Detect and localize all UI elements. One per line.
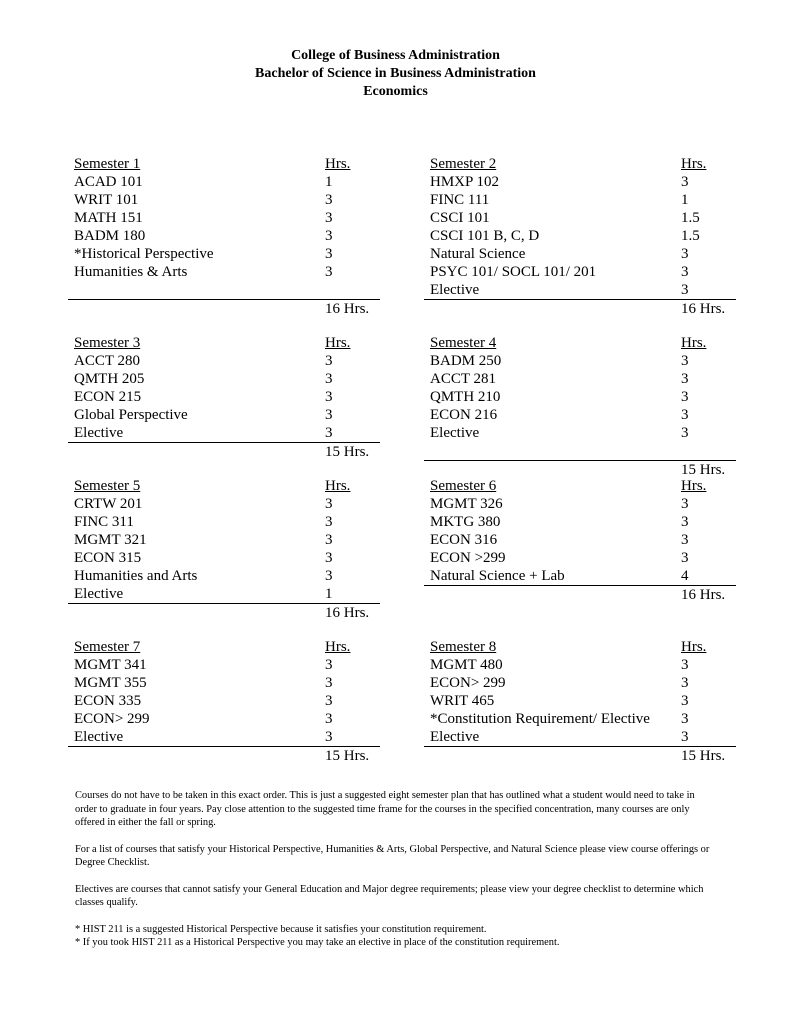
course-row: [424, 549, 736, 567]
course-row: [68, 191, 380, 209]
course-row: [68, 352, 380, 370]
note-order: Courses do not have to be taken in this exact order. This is just a suggested eight semester plan that has outlined what a student would need to take in order to graduate in four years. Pay close attention to the suggested time frame for the courses in the specified concentration, many courses are only offered in either the fall or spring.: [75, 790, 695, 828]
course-row: [68, 567, 380, 585]
course-row: [424, 191, 736, 209]
course-name: Humanities and Arts: [74, 568, 198, 584]
course-hours: 3: [325, 675, 333, 691]
course-name: FINC 111: [430, 192, 490, 208]
course-hours: 3: [681, 425, 689, 441]
course-name: *Constitution Requirement/ Elective: [430, 711, 650, 727]
semester-total-hours: 15 Hrs.: [325, 444, 370, 460]
course-name: ECON 216: [430, 407, 498, 423]
course-hours: 3: [325, 407, 333, 423]
course-hours: 3: [681, 371, 689, 387]
hours-column-label: Hrs.: [681, 156, 707, 172]
course-row: [424, 674, 736, 692]
course-hours: 1.5: [681, 210, 700, 226]
course-name: WRIT 465: [430, 693, 495, 709]
course-row: [68, 710, 380, 728]
course-name: Elective: [74, 425, 124, 441]
semester-title: Semester 8: [430, 639, 497, 655]
semester-title: Semester 5: [74, 478, 141, 494]
course-hours: 3: [325, 246, 333, 262]
empty-row: [68, 281, 380, 299]
course-name: MGMT 341: [74, 657, 147, 673]
semester-total-hours: 15 Hrs.: [681, 748, 726, 764]
course-row: [424, 388, 736, 406]
semester-3-block: [68, 334, 380, 461]
note-electives: Electives are courses that cannot satisfy your General Education and Major degree requirements; please view your degree checklist to determine which classes qualify.: [75, 883, 704, 908]
semester-total-hours: 16 Hrs.: [681, 587, 726, 603]
course-row: [424, 370, 736, 388]
course-name: MGMT 480: [430, 657, 503, 673]
course-row: [68, 513, 380, 531]
course-row: [68, 728, 380, 746]
course-name: MGMT 321: [74, 532, 147, 548]
semester-1-block: [68, 155, 380, 318]
semester-total-hours: 15 Hrs.: [681, 462, 726, 478]
course-name: QMTH 205: [74, 371, 145, 387]
course-name: MGMT 326: [430, 496, 503, 512]
course-name: QMTH 210: [430, 389, 501, 405]
course-hours: 3: [681, 353, 689, 369]
course-row: [424, 245, 736, 263]
semester-total: [424, 586, 736, 604]
course-row: [424, 495, 736, 513]
course-name: MGMT 355: [74, 675, 147, 691]
semester-6-block: [424, 477, 736, 604]
course-name: BADM 250: [430, 353, 502, 369]
course-name: Elective: [430, 729, 480, 745]
course-hours: 3: [325, 693, 333, 709]
semester-5-block: [68, 477, 380, 622]
notes-section: [75, 789, 715, 950]
course-hours: 3: [681, 264, 689, 280]
course-hours: 3: [325, 514, 333, 530]
course-row: [68, 585, 380, 603]
course-row: [424, 406, 736, 424]
course-name: FINC 311: [74, 514, 134, 530]
semester-total-hours: 15 Hrs.: [325, 748, 370, 764]
empty-row: [424, 442, 736, 460]
course-name: Natural Science + Lab: [430, 568, 565, 584]
course-row: [68, 227, 380, 245]
course-name: MATH 151: [74, 210, 143, 226]
course-hours: 3: [325, 550, 333, 566]
semester-total: [424, 747, 736, 765]
course-row: [68, 370, 380, 388]
semester-total-hours: 16 Hrs.: [325, 605, 370, 621]
course-row: [68, 406, 380, 424]
course-row: [424, 227, 736, 245]
semester-title: Semester 3: [74, 335, 141, 351]
course-hours: 3: [325, 371, 333, 387]
course-name: ACCT 280: [74, 353, 140, 369]
course-hours: 3: [681, 514, 689, 530]
course-name: ECON >299: [430, 550, 506, 566]
degree-name: Bachelor of Science in Business Administration: [255, 66, 536, 81]
course-name: WRIT 101: [74, 192, 139, 208]
semester-header: [424, 477, 736, 495]
semester-2-block: [424, 155, 736, 318]
course-hours: 3: [681, 496, 689, 512]
course-name: PSYC 101/ SOCL 101/ 201: [430, 264, 597, 280]
page-header: [0, 47, 791, 101]
course-hours: 3: [325, 729, 333, 745]
course-name: *Historical Perspective: [74, 246, 214, 262]
course-hours: 3: [681, 407, 689, 423]
hours-column-label: Hrs.: [325, 639, 351, 655]
course-hours: 3: [681, 675, 689, 691]
course-row: [424, 173, 736, 191]
course-row: [68, 173, 380, 191]
course-hours: 3: [681, 729, 689, 745]
semester-header: [424, 638, 736, 656]
semester-total: [68, 443, 380, 461]
course-hours: 4: [681, 568, 689, 584]
major-name: Economics: [363, 84, 428, 99]
course-name: BADM 180: [74, 228, 146, 244]
course-hours: 1: [325, 174, 333, 190]
hours-column-label: Hrs.: [681, 335, 707, 351]
course-row: [68, 674, 380, 692]
semester-4-block: [424, 334, 736, 479]
course-row: [68, 549, 380, 567]
course-hours: 3: [681, 693, 689, 709]
course-name: MKTG 380: [430, 514, 501, 530]
course-name: Elective: [430, 425, 480, 441]
semester-title: Semester 2: [430, 156, 497, 172]
semester-title: Semester 1: [74, 156, 141, 172]
semester-total: [424, 300, 736, 318]
course-name: Global Perspective: [74, 407, 188, 423]
course-row: [424, 281, 736, 299]
hours-column-label: Hrs.: [325, 156, 351, 172]
course-row: [424, 531, 736, 549]
course-hours: 1: [325, 586, 333, 602]
course-hours: 3: [681, 282, 689, 298]
course-row: [68, 692, 380, 710]
course-name: Elective: [74, 729, 124, 745]
course-row: [68, 209, 380, 227]
course-hours: 3: [325, 210, 333, 226]
footnote-hist-211: * HIST 211 is a suggested Historical Perspective because it satisfies your constitution requirement.: [75, 923, 487, 935]
course-hours: 3: [681, 389, 689, 405]
course-hours: 3: [325, 568, 333, 584]
semester-header: [68, 155, 380, 173]
semester-header: [68, 334, 380, 352]
course-name: ACAD 101: [74, 174, 143, 190]
semester-title: Semester 6: [430, 478, 497, 494]
semester-title: Semester 7: [74, 639, 141, 655]
semester-title: Semester 4: [430, 335, 497, 351]
course-row: [68, 656, 380, 674]
course-row: [424, 656, 736, 674]
semester-total-hours: 16 Hrs.: [681, 301, 726, 317]
course-hours: 3: [681, 657, 689, 673]
semester-header: [68, 638, 380, 656]
hours-column-label: Hrs.: [681, 478, 707, 494]
course-row: [424, 263, 736, 281]
course-hours: 3: [681, 174, 689, 190]
course-hours: 3: [681, 532, 689, 548]
course-name: CRTW 201: [74, 496, 143, 512]
course-name: ECON 315: [74, 550, 142, 566]
footnote-hist-211-elective: * If you took HIST 211 as a Historical Perspective you may take an elective in place of the constitution requirement.: [75, 937, 560, 948]
course-row: [424, 710, 736, 728]
course-row: [424, 728, 736, 746]
course-row: [68, 245, 380, 263]
course-hours: 3: [681, 550, 689, 566]
course-row: [424, 567, 736, 585]
course-name: Elective: [430, 282, 480, 298]
course-row: [68, 263, 380, 281]
course-name: Elective: [74, 586, 124, 602]
hours-column-label: Hrs.: [325, 335, 351, 351]
semester-header: [68, 477, 380, 495]
course-name: ACCT 281: [430, 371, 496, 387]
course-hours: 3: [681, 711, 689, 727]
semester-7-block: [68, 638, 380, 765]
course-name: ECON 316: [430, 532, 498, 548]
course-hours: 3: [325, 192, 333, 208]
course-name: CSCI 101 B, C, D: [430, 228, 540, 244]
semester-header: [424, 334, 736, 352]
hours-column-label: Hrs.: [681, 639, 707, 655]
semester-header: [424, 155, 736, 173]
course-row: [68, 531, 380, 549]
semester-total: [68, 604, 380, 622]
course-hours: 3: [325, 353, 333, 369]
course-hours: 3: [325, 264, 333, 280]
course-name: ECON> 299: [74, 711, 150, 727]
course-row: [424, 513, 736, 531]
semester-total-hours: 16 Hrs.: [325, 301, 370, 317]
course-hours: 1: [681, 192, 689, 208]
course-name: HMXP 102: [430, 174, 500, 190]
course-name: ECON 335: [74, 693, 142, 709]
course-name: ECON> 299: [430, 675, 506, 691]
course-hours: 3: [325, 389, 333, 405]
course-row: [424, 692, 736, 710]
course-hours: 3: [325, 496, 333, 512]
semester-8-block: [424, 638, 736, 765]
course-name: ECON 215: [74, 389, 142, 405]
hours-column-label: Hrs.: [325, 478, 351, 494]
course-name: CSCI 101: [430, 210, 490, 226]
course-name: Humanities & Arts: [74, 264, 188, 280]
course-hours: 3: [325, 425, 333, 441]
course-row: [424, 209, 736, 227]
semester-total: [68, 747, 380, 765]
course-hours: 3: [325, 228, 333, 244]
college-name: College of Business Administration: [291, 48, 500, 63]
course-hours: 3: [681, 246, 689, 262]
course-row: [68, 495, 380, 513]
semester-total: [68, 300, 380, 318]
course-hours: 3: [325, 711, 333, 727]
course-row: [68, 424, 380, 442]
course-hours: 1.5: [681, 228, 700, 244]
course-row: [424, 424, 736, 442]
course-hours: 3: [325, 532, 333, 548]
course-name: Natural Science: [430, 246, 526, 262]
course-row: [68, 388, 380, 406]
note-course-list: For a list of courses that satisfy your Historical Perspective, Humanities & Arts, Global Perspective, and Natural Science please view course offerings or Degree Checklist.: [75, 843, 710, 868]
course-row: [424, 352, 736, 370]
course-hours: 3: [325, 657, 333, 673]
